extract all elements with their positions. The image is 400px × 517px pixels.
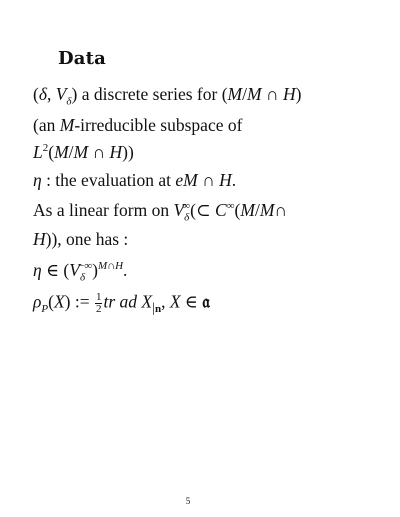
definition-line-irreducible: (an M-irreducible subspace of — [33, 115, 243, 135]
definition-line-evaluation: η : the evaluation at eM ∩ H. — [33, 170, 237, 190]
fraction-numerator: 1 — [95, 291, 102, 303]
definition-line-linear-form: As a linear form on $V_\delta^\infty(\subset$ C∞(M/M∩ — [33, 200, 288, 224]
irreducible-subspace-text: -irreducible subspace of — [74, 115, 243, 135]
page-number: 5 — [185, 496, 191, 506]
discrete-series-text: a discrete series for — [77, 84, 222, 104]
fraction-denominator: 2 — [95, 303, 102, 315]
one-has-text: )), one has : — [45, 229, 129, 249]
an-text: (an — [33, 115, 60, 135]
definition-line-discrete-series: (δ, $V_\delta$) a discrete series for (M/M ∩ H) — [33, 84, 302, 108]
eta-colon-text: : the evaluation at — [41, 170, 176, 190]
definition-line-one-has: H)), one has : — [33, 229, 129, 249]
definition-line-l2-space: $L^2(M/M$ ∩ H)) — [33, 142, 134, 162]
one-half-fraction — [95, 292, 103, 315]
linear-form-text: As a linear form on — [33, 200, 174, 220]
definition-line-eta-membership: η ∈ $(V_\delta^{-\infty})^{M\cap H}$. — [33, 260, 128, 284]
section-heading: Data — [58, 48, 107, 69]
tr-ad-text: tr ad — [103, 291, 142, 312]
definition-line-rho: $\rho_P(X)$ := $\frac{1}{2}$ tr ad $X_{|n}$, X ∈ 𝔞 — [33, 291, 210, 317]
